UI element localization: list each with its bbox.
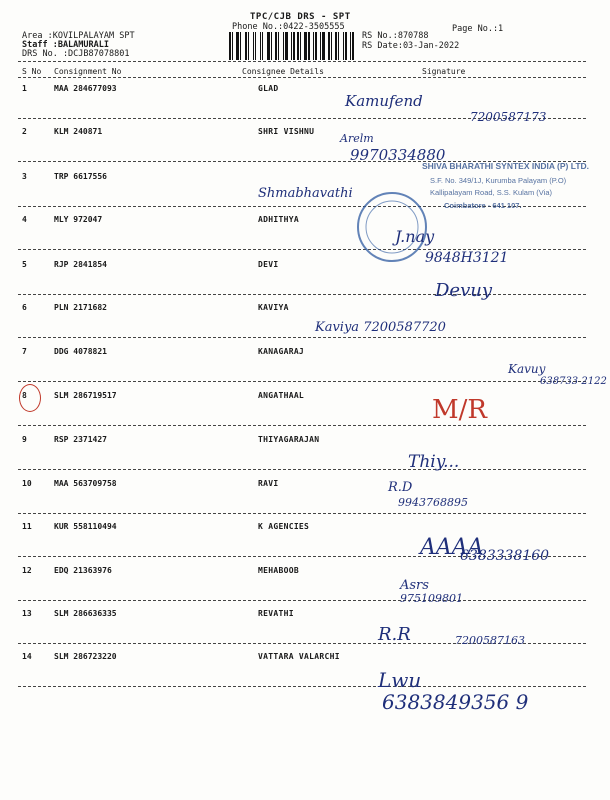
barcode-bar: [320, 32, 321, 60]
row-consignee: RAVI: [258, 479, 279, 488]
barcode-bar: [242, 32, 244, 60]
stamp-line-3: Kallipalayam Road, S.S. Kulam (Via): [430, 188, 552, 197]
signature-5: Devuy: [435, 280, 493, 301]
rs-date: RS Date:03-Jan-2022: [362, 41, 460, 51]
barcode-bar: [315, 32, 317, 60]
row-consignee: VATTARA VALARCHI: [258, 652, 340, 661]
area-label: Area :KOVILPALAYAM SPT: [22, 31, 135, 41]
barcode-bar: [273, 32, 274, 60]
row-consignment-no: SLM 286723220: [54, 652, 117, 661]
row-sno: 7: [22, 347, 27, 356]
row-8-circle-mark: [19, 384, 41, 412]
signature-5-phone: 9848H3121: [425, 250, 509, 266]
row-consignment-no: PLN 2171682: [54, 303, 107, 312]
row-sno: 8: [22, 391, 27, 400]
signature-14-phone: 6383849356 9: [382, 690, 529, 714]
barcode-bar: [271, 32, 272, 60]
document-title: TPC/CJB DRS - SPT: [250, 12, 351, 22]
signature-13: R.R: [378, 624, 411, 645]
row-consignment-no: RJP 2841854: [54, 260, 107, 269]
barcode-bar: [297, 32, 299, 60]
barcode-bar: [253, 32, 254, 60]
row-sno: 10: [22, 479, 32, 488]
signature-6: Kaviya 7200587720: [315, 320, 446, 335]
stamp-line-4: Coimbatore - 641 107.: [444, 201, 522, 210]
signature-12: Asrs: [400, 578, 429, 593]
signature-1: Kamufend: [345, 92, 423, 110]
column-header-sno: S No: [22, 67, 42, 76]
barcode-bar: [257, 32, 259, 60]
row-consignee: K AGENCIES: [258, 522, 310, 531]
column-divider: [18, 77, 586, 78]
barcode-bar: [340, 32, 343, 60]
row-sno: 3: [22, 172, 27, 181]
barcode-bar: [343, 32, 344, 60]
signature-11: AAAA: [420, 535, 484, 560]
row-consignment-no: MLY 972047: [54, 215, 103, 224]
row-consignee: DEVI: [258, 260, 279, 269]
row-consignment-no: EDQ 21363976: [54, 566, 112, 575]
rs-number: RS No.:870788: [362, 31, 429, 41]
barcode-bar: [333, 32, 334, 60]
barcode-bar: [322, 32, 325, 60]
row-consignment-no: KLM 240871: [54, 127, 103, 136]
row-sno: 11: [22, 522, 32, 531]
row-consignment-no: RSP 2371427: [54, 435, 107, 444]
barcode-bar: [264, 32, 266, 60]
barcode-bar: [338, 32, 339, 60]
staff-label: Staff :BALAMURALI: [22, 40, 109, 50]
barcode-bar: [296, 32, 297, 60]
barcode-bar: [304, 32, 307, 60]
column-header-consignment: Consignment No: [54, 67, 122, 76]
drs-number: DRS No. :DCJB87078801: [22, 49, 130, 59]
signature-2: Arelm: [340, 132, 374, 145]
barcode-bar: [229, 32, 231, 60]
phone-number: Phone No.:0422-3505555: [232, 22, 345, 32]
signature-7-phone: 638733 2122: [540, 376, 607, 387]
row-consignee: KANAGARAJ: [258, 347, 305, 356]
signature-4: J.nay: [395, 227, 435, 246]
signature-1-phone: 7200587173: [470, 110, 547, 124]
barcode-bar: [275, 32, 277, 60]
row-divider: [18, 425, 586, 426]
row-consignment-no: MAA 284677093: [54, 84, 117, 93]
barcode-bar: [250, 32, 253, 60]
barcode-bar: [232, 32, 233, 60]
barcode-bar: [352, 32, 354, 60]
barcode-bar: [245, 32, 247, 60]
signature-14: Lwu: [378, 668, 422, 692]
barcode-bar: [313, 32, 314, 60]
column-header-signature: Signature: [422, 67, 466, 76]
row-divider: [18, 337, 586, 338]
barcode-bar: [248, 32, 249, 60]
row-sno: 4: [22, 215, 27, 224]
row-consignee: THIYAGARAJAN: [258, 435, 320, 444]
row-consignee: KAVIYA: [258, 303, 289, 312]
barcode-bar: [335, 32, 337, 60]
row-divider: [18, 686, 586, 687]
barcode: [229, 32, 355, 60]
row-sno: 6: [22, 303, 27, 312]
signature-12-phone: 975109801: [400, 592, 463, 605]
row-divider: [18, 381, 586, 382]
stamp-line-2: S.F. No. 349/1J, Kurumba Palayam (P.O): [430, 176, 567, 185]
barcode-bar: [280, 32, 282, 60]
row-divider: [18, 600, 586, 601]
barcode-bar: [308, 32, 310, 60]
signature-7: Kavuy: [508, 362, 546, 376]
row-consignment-no: SLM 286719517: [54, 391, 117, 400]
barcode-bar: [311, 32, 312, 60]
stamp-line-1: SHIVA BHARATHI SYNTEX INDIA (P) LTD.: [422, 161, 590, 171]
column-header-consignee: Consignee Details: [242, 67, 324, 76]
row-sno: 9: [22, 435, 27, 444]
barcode-bar: [326, 32, 327, 60]
page-number: Page No.:1: [452, 24, 504, 34]
barcode-bar: [262, 32, 263, 60]
barcode-bar: [300, 32, 301, 60]
signature-10: R.D: [388, 480, 413, 495]
signature-8-mark: M/R: [432, 395, 487, 425]
barcode-bar: [293, 32, 295, 60]
barcode-bar: [260, 32, 261, 60]
barcode-bar: [285, 32, 288, 60]
row-consignment-no: DDG 4078821: [54, 347, 107, 356]
barcode-bar: [302, 32, 303, 60]
signature-3: Shmabhavathi: [258, 186, 353, 201]
barcode-bar: [350, 32, 351, 60]
barcode-bar: [234, 32, 235, 60]
row-divider: [18, 513, 586, 514]
signature-9: Thiy...: [408, 452, 460, 472]
row-sno: 2: [22, 127, 27, 136]
row-consignment-no: TRP 6617556: [54, 172, 107, 181]
barcode-bar: [255, 32, 256, 60]
row-sno: 13: [22, 609, 32, 618]
barcode-bar: [328, 32, 330, 60]
row-consignee: SHRI VISHNU: [258, 127, 315, 136]
row-consignee: REVATHI: [258, 609, 294, 618]
row-divider: [18, 469, 586, 470]
signature-10-phone: 9943768895: [398, 496, 468, 509]
barcode-bar: [345, 32, 347, 60]
row-sno: 14: [22, 652, 32, 661]
row-consignment-no: SLM 286636335: [54, 609, 117, 618]
barcode-bar: [331, 32, 332, 60]
barcode-bar: [240, 32, 241, 60]
row-consignee: GLAD: [258, 84, 279, 93]
row-consignee: ANGATHAAL: [258, 391, 305, 400]
row-consignment-no: MAA 563709758: [54, 479, 117, 488]
barcode-bar: [236, 32, 239, 60]
row-consignee: ADHITHYA: [258, 215, 299, 224]
row-consignment-no: KUR 558110494: [54, 522, 117, 531]
signature-2-phone: 9970334880: [350, 146, 446, 164]
barcode-bar: [348, 32, 349, 60]
row-divider: [18, 294, 586, 295]
signature-11-phone: 6383338160: [460, 548, 550, 564]
row-sno: 12: [22, 566, 32, 575]
row-sno: 1: [22, 84, 27, 93]
signature-13-phone: 7200587163: [455, 634, 525, 647]
header-divider: [18, 61, 586, 62]
barcode-bar: [289, 32, 290, 60]
row-sno: 5: [22, 260, 27, 269]
row-consignee: MEHABOOB: [258, 566, 299, 575]
barcode-bar: [267, 32, 270, 60]
barcode-bar: [291, 32, 292, 60]
barcode-bar: [318, 32, 319, 60]
barcode-bar: [278, 32, 279, 60]
barcode-bar: [283, 32, 284, 60]
